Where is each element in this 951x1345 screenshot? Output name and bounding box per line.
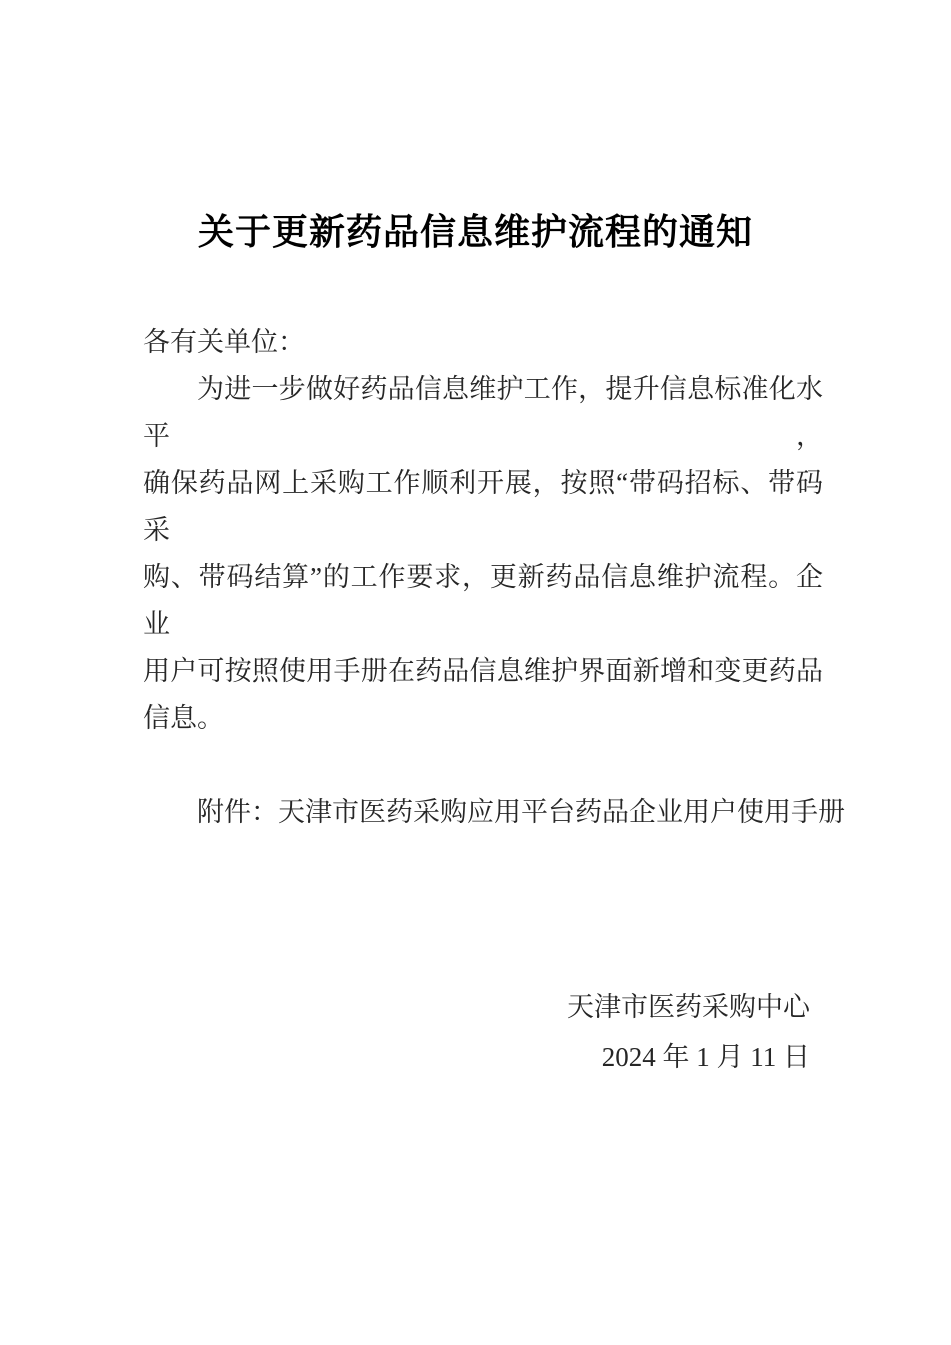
document-body xyxy=(0,319,951,836)
paragraph-line: 用户可按照使用手册在药品信息维护界面新增和变更药品 xyxy=(143,656,823,686)
signature-block xyxy=(0,982,951,1082)
signature-org: 天津市医药采购中心 xyxy=(567,992,810,1022)
main-paragraph xyxy=(143,366,823,742)
paragraph-line: 信息。 xyxy=(143,703,224,733)
paragraph-line: 确保药品网上采购工作顺利开展，按照“带码招标、带码采 xyxy=(143,468,823,545)
attachment-line: 附件：天津市医药采购应用平台药品企业用户使用手册 xyxy=(197,797,845,827)
paragraph-line: 为进一步做好药品信息维护工作，提升信息标准化水平， xyxy=(143,374,823,451)
document-title: 关于更新药品信息维护流程的通知 xyxy=(197,212,753,252)
salutation: 各有关单位： xyxy=(143,327,305,357)
signature-date: 2024 年 1 月 11 日 xyxy=(601,1042,810,1072)
paragraph-line: 购、带码结算”的工作要求，更新药品信息维护流程。企业 xyxy=(143,562,823,639)
